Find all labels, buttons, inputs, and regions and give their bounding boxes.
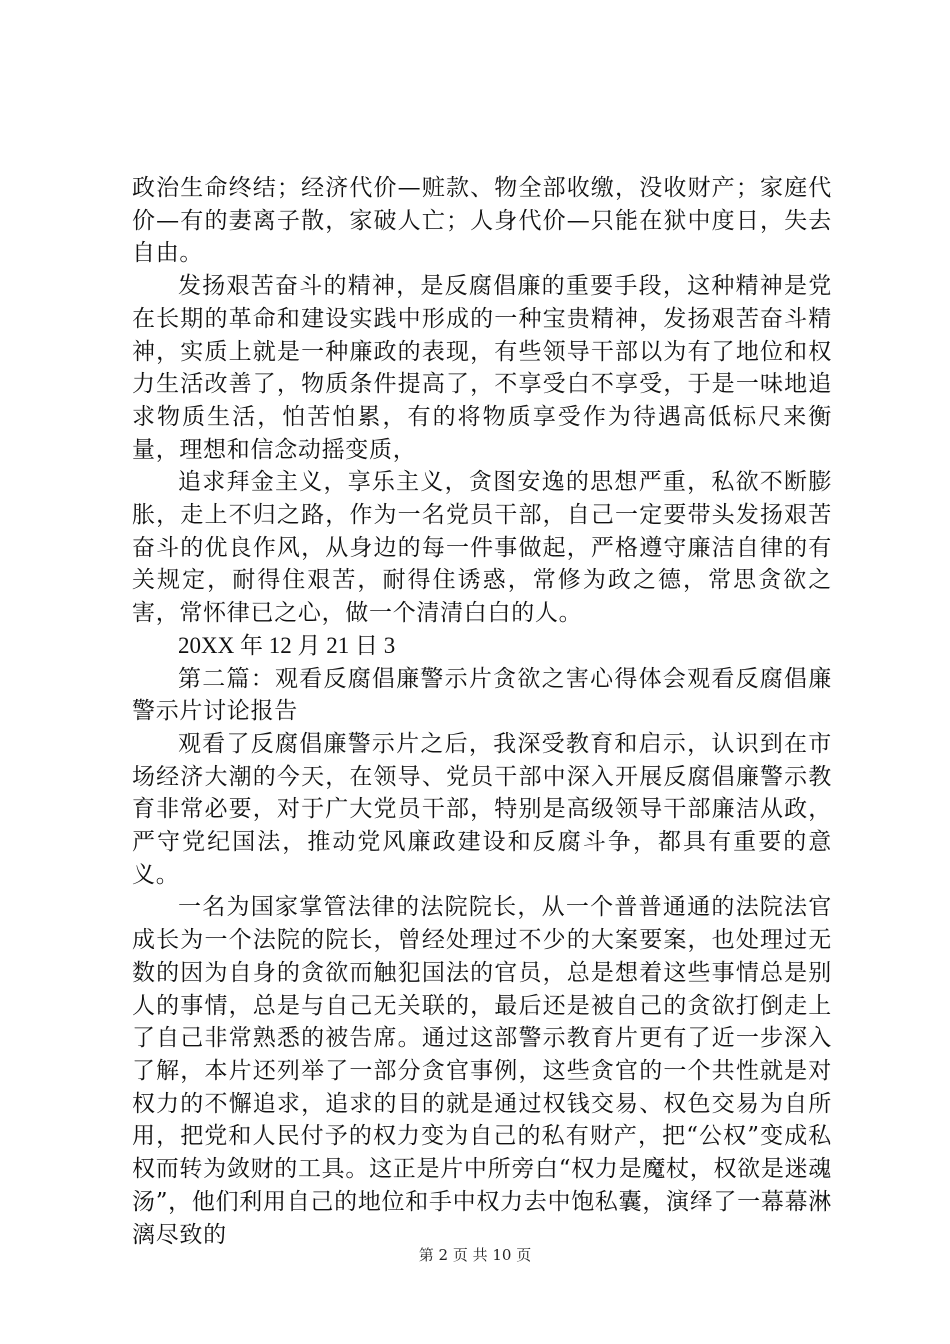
page-footer: 第 2 页 共 10 页 bbox=[418, 1246, 532, 1264]
paragraph-hard-work-spirit: 发扬艰苦奋斗的精神，是反腐倡廉的重要手段，这种精神是党在长期的革命和建设实践中形成的一种宝贵精神，发扬艰苦奋斗精神，实质上就是一种廉政的表现，有些领导干部以为有了地位和权力生活改善了，物质条件提高了，不享受白不享受，于是一味地追求物质生活，怕苦怕累，有的将物质享受作为待遇高低标尺来衡量，理想和信念动摇变质， bbox=[132, 273, 832, 463]
paragraph-cost-summary: 政治生命终结；经济代价—赃款、物全部收缴，没收财产；家庭代价—有的妻离子散，家破人亡；人身代价—只能在狱中度日，失去自由。 bbox=[132, 175, 832, 267]
section-heading-part-two: 第二篇：观看反腐倡廉警示片贪欲之害心得体会观看反腐倡廉警示片讨论报告 bbox=[132, 665, 832, 725]
document-body bbox=[132, 172, 832, 1251]
paragraph-self-discipline: 追求拜金主义，享乐主义，贪图安逸的思想严重，私欲不断膨胀，走上不归之路，作为一名党员干部，自己一定要带头发扬艰苦奋斗的优良作风，从身边的每一件事做起，严格遵守廉洁自律的有关规定，耐得住艰苦，耐得住诱惑，常修为政之德，常思贪欲之害，常怀律已之心，做一个清清白白的人。 bbox=[132, 469, 832, 627]
paragraph-date: 20XX 年 12 月 21 日 3 bbox=[178, 632, 396, 658]
paragraph-court-president-case: 一名为国家掌管法律的法院院长，从一个普普通通的法院法官成长为一个法院的院长，曾经处理过不少的大案要案，也处理过无数的因为自身的贪欲而触犯国法的官员，总是想着这些事情总是别人的事情，总是与自己无关联的，最后还是被自己的贪欲打倒走上了自己非常熟悉的被告席。通过这部警示教育片更有了近一步深入了解，本片还列举了一部分贪官事例，这些贪官的一个共性就是对权力的不懈追求，追求的目的就是通过权钱交易、权色交易为自所用，把党和人民付予的权力变为自己的私有财产，把“公权”变成私权而转为敛财的工具。这正是片中所旁白“权力是魔杖，权欲是迷魂汤”，他们利用自己的地位和手中权力去中饱私囊，演绎了一幕幕淋漓尽致的 bbox=[132, 894, 832, 1248]
paragraph-after-viewing: 观看了反腐倡廉警示片之后，我深受教育和启示，认识到在市场经济大潮的今天，在领导、党员干部中深入开展反腐倡廉警示教育非常必要，对于广大党员干部，特别是高级领导干部廉洁从政，严守党纪国法，推动党风廉政建设和反腐斗争，都具有重要的意义。 bbox=[132, 730, 832, 888]
